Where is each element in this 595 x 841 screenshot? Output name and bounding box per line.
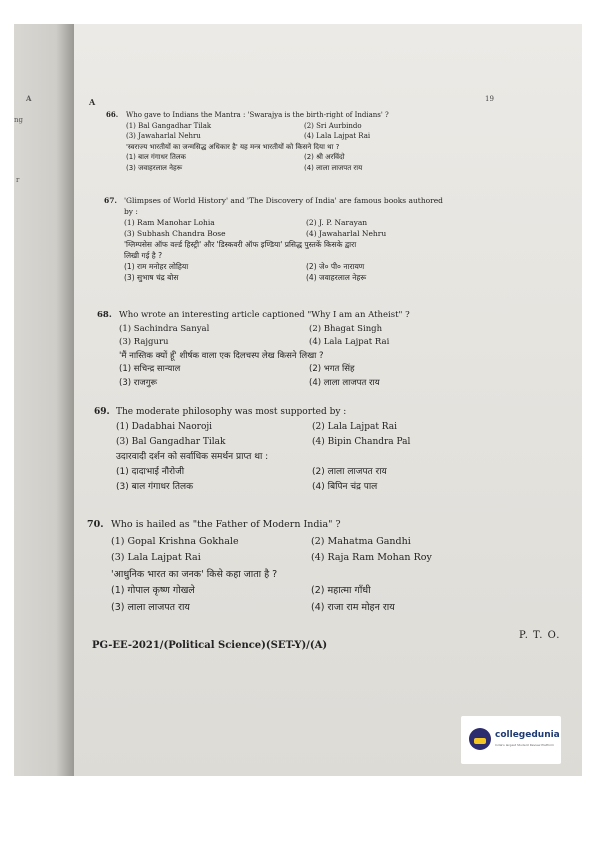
question-text-hi: उदारवादी दर्शन को सर्वाधिक समर्थन प्राप्त था : [116,452,269,462]
option-en: (4) Lala Lajpat Rai [304,132,371,140]
option-en: (3) Bal Gangadhar Tilak [116,437,226,447]
question-67 [104,195,514,283]
question-number: 70. [87,519,104,530]
option-hi: (4) लाला लाजपत राय [304,163,363,172]
question-number: 67. [104,196,118,205]
question-number: 69. [94,407,110,417]
option-en: (4) Bipin Chandra Pal [312,437,411,447]
question-text-en: The moderate philosophy was most supported by : [116,407,347,417]
question-text-en: Who wrote an interesting article captioned "Why I am an Atheist" ? [119,310,410,320]
question-text-en: 'Glimpses of World History' and 'The Discovery of India' are famous books authored [124,196,443,205]
option-hi: (2) श्री अरविंदो [304,153,345,161]
option-en: (2) Sri Aurbindo [304,121,362,130]
option-en: (2) Bhagat Singh [309,323,383,334]
option-hi: (3) बाल गंगाधर तिलक [116,482,194,492]
paper-code: PG-EE-2021/(Political Science)(SET-Y)/(A) [92,640,328,651]
option-hi: (1) बाल गंगाधर तिलक [126,153,186,161]
question-text-en-continued: by : [124,207,138,216]
watermark-logo [461,716,561,764]
option-en: (4) Lala Lajpat Rai [309,337,390,347]
question-70 [87,517,517,616]
option-hi: (3) जवाहरलाल नेहरू [126,163,183,172]
option-en: (1) Gopal Krishna Gokhale [111,535,239,547]
question-66 [106,110,506,173]
option-hi: (3) राजगुरू [119,377,158,388]
question-number: 66. [106,110,119,119]
question-number: 68. [97,310,112,320]
pto-label: P. T. O. [519,630,561,641]
option-en: (1) Sachindra Sanyal [119,323,210,334]
option-hi: (1) गोपाल कृष्ण गोखले [111,585,195,596]
question-text-en: Who is hailed as "the Father of Modern India" ? [111,519,341,530]
option-hi: (2) लाला लाजपत राय [312,467,387,477]
option-en: (1) Bal Gangadhar Tilak [126,121,212,130]
option-en: (1) Ram Manohar Lohia [124,218,215,227]
option-hi: (2) जे० पी० नारायण [306,262,365,271]
question-text-hi: 'ग्लिम्पसेस ऑफ वर्ल्ड हिस्ट्री' और 'डिस्कवरी ऑफ इण्डिया' प्रसिद्ध पुस्तकें किसके द्वारा [124,240,357,249]
option-en: (2) Mahatma Gandhi [311,535,411,547]
question-text-hi: 'स्वराज्य भारतीयों का जन्मसिद्ध अधिकार है' यह मन्त्र भारतीयों को किसने दिया था ? [126,142,340,151]
question-68 [97,309,517,390]
option-hi: (1) राम मनोहर लोहिया [124,262,189,271]
option-en: (2) Lala Lajpat Rai [312,422,398,432]
corner-letter: A [89,97,96,107]
option-hi: (4) लाला लाजपत राय [309,377,380,388]
question-text-en: Who gave to Indians the Mantra : 'Swarajya is the birth-right of Indians' ? [126,111,389,119]
option-en: (2) J. P. Narayan [306,218,368,227]
option-en: (3) Subhash Chandra Bose [124,229,226,238]
left-page-mark: ng [14,116,23,124]
option-hi: (1) सचिन्द्र सान्याल [119,364,181,374]
option-hi: (2) महात्मा गाँधी [311,585,371,596]
option-en: (4) Raja Ram Mohan Roy [311,552,432,563]
option-hi: (1) दादाभाई नौरोजी [116,467,185,477]
question-text-hi: 'मैं नास्तिक क्यों हूँ' शीर्षक वाला एक दिलचस्प लेख किसने लिखा ? [119,350,324,361]
left-page-mark: A [26,94,32,103]
option-en: (3) Lala Lajpat Rai [111,552,201,563]
logo-name: collegedunia [495,730,560,740]
option-en: (1) Dadabhai Naoroji [116,422,213,432]
question-text-hi: 'आधुनिक भारत का जनक' किसे कहा जाता है ? [111,568,278,580]
option-en: (3) Jawaharlal Nehru [126,132,201,140]
option-hi: (4) जवाहरलाल नेहरू [306,273,367,282]
left-page-edge [14,24,74,776]
page-number: 19 [485,95,494,103]
option-hi: (3) लाला लाजपत राय [111,601,190,613]
logo-tagline: India's largest Student Review Platform [495,743,555,747]
option-hi: (4) राजा राम मोहन राय [311,601,395,613]
option-hi: (4) बिपिन चंद्र पाल [312,482,378,492]
question-text-hi-continued: लिखी गई है ? [124,251,163,260]
left-page-mark: r [16,176,20,184]
option-hi: (3) सुभाष चंद्र बोस [124,273,179,282]
question-69 [94,405,514,495]
option-en: (3) Rajguru [119,337,169,347]
option-en: (4) Jawaharlal Nehru [306,229,387,238]
option-hi: (2) भगत सिंह [309,364,355,374]
graduate-mascot-icon [469,728,491,750]
